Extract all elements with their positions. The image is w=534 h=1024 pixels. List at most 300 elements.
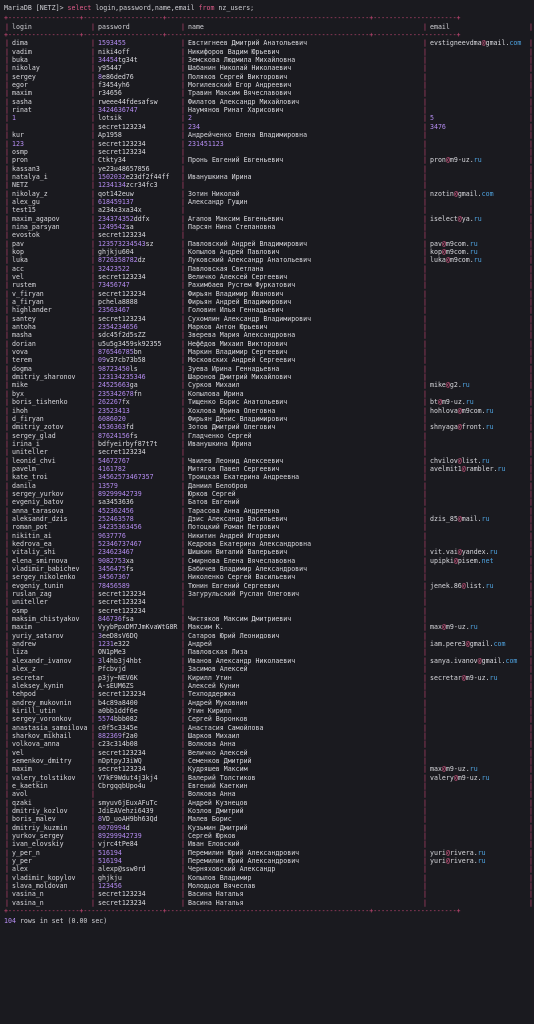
table-row: | slava_moldovan | 123456 | Молодцов Вячеслав | | bbox=[5, 882, 533, 891]
login-cell: sergey bbox=[12, 72, 36, 81]
login-cell: alex_gu bbox=[12, 197, 40, 206]
name-cell: Зотин Николай bbox=[188, 189, 240, 198]
password-cell bbox=[96, 790, 180, 798]
email-cell bbox=[428, 315, 528, 323]
email-cell bbox=[428, 98, 528, 106]
login-cell: ihoh bbox=[12, 406, 28, 415]
login-cell: sergey_glad bbox=[12, 431, 56, 440]
table-row: | vasina_n | secret123234 | Васина Наталья | | bbox=[5, 890, 533, 899]
name-cell: Поляков Сергей Викторович bbox=[188, 72, 288, 81]
password-cell: ON1pMe3 bbox=[98, 648, 126, 657]
login-cell: andrew bbox=[12, 640, 36, 649]
login-cell: aleksey_kynin bbox=[12, 681, 64, 690]
email-cell bbox=[428, 181, 528, 189]
login-cell: leonid_chvi bbox=[12, 456, 56, 465]
email-cell bbox=[428, 832, 528, 840]
password-cell: 24525663ga bbox=[98, 381, 138, 390]
login-cell: valery_tolstikov bbox=[12, 773, 76, 782]
email-cell bbox=[428, 432, 528, 440]
login-cell: 123 bbox=[12, 139, 24, 148]
email-cell bbox=[428, 782, 528, 790]
email-cell bbox=[428, 265, 528, 273]
name-cell: Андрей Муковнин bbox=[188, 698, 248, 707]
login-cell: osmp bbox=[12, 147, 28, 156]
email-cell bbox=[428, 648, 528, 656]
table-row: | nikolay | y95447 | Шабанин Николай Николаевич | | bbox=[5, 64, 533, 73]
email-cell bbox=[428, 682, 528, 690]
name-cell: Пронь Евгений Евгеньевич bbox=[188, 156, 284, 165]
login-cell: volkova_anna bbox=[12, 740, 60, 749]
name-cell: Черняховский Александр bbox=[188, 865, 276, 874]
login-cell: kop bbox=[12, 247, 24, 256]
table-row: | maxim | secret123234 | Кудряшев Максим | max@m9-uz.ru | bbox=[5, 765, 533, 774]
password-cell: JdiEAVehzi6439 bbox=[98, 807, 154, 815]
email-cell bbox=[428, 273, 528, 281]
header-name: name bbox=[188, 22, 204, 31]
name-cell: Павловский Андрей Владимирович bbox=[188, 239, 308, 248]
login-cell: ivan_elovskiy bbox=[12, 840, 64, 849]
login-cell: dmitriy_kuzmin bbox=[12, 823, 68, 832]
name-cell: Даниил Белобров bbox=[188, 481, 248, 490]
email-cell: evstigneevdma@gmail.com bbox=[430, 39, 522, 48]
table-row: | volkova_anna | c23c314b08 | Волкова Анна | | bbox=[5, 740, 533, 749]
name-cell: Тарасова Анна Андреевна bbox=[188, 506, 280, 515]
table-row: | yuriy_satarov | 3eeD8sV6DQ | Сатаров Юрий Леонидович | | bbox=[5, 631, 533, 640]
query-columns: login,password,name,email bbox=[91, 4, 199, 12]
name-cell: Зотов Дмитрий Олегович bbox=[188, 423, 276, 432]
email-cell: jenek.86@list.ru bbox=[430, 581, 494, 590]
name-cell: Парсян Нина Степановна bbox=[188, 222, 276, 231]
login-cell: sergey_voronkov bbox=[12, 715, 72, 724]
table-row: | avol | | Волкова Анна | | bbox=[5, 790, 533, 799]
name-cell bbox=[186, 598, 422, 606]
table-row: | 1 | lotsik | 2 | 5 | bbox=[5, 114, 533, 123]
table-row: | dmitriy_zotov | 4536363fd | Зотов Дмитрий Олегович | shnyaga@front.ru | bbox=[5, 423, 533, 432]
password-cell: A-sEUM6ZS bbox=[98, 681, 134, 690]
email-cell: vit.vai@yandex.ru bbox=[430, 548, 498, 557]
login-cell: pav bbox=[12, 239, 24, 248]
login-cell: egor bbox=[12, 81, 28, 90]
email-cell bbox=[428, 690, 528, 698]
name-cell: Васина Наталья bbox=[188, 898, 244, 907]
password-cell: 13579 bbox=[98, 481, 118, 490]
login-cell: dogma bbox=[12, 364, 32, 373]
email-cell bbox=[428, 298, 528, 306]
password-cell: 73456747 bbox=[98, 281, 130, 290]
password-cell: f3454yh6 bbox=[98, 81, 130, 90]
login-cell: highlander bbox=[12, 306, 52, 315]
login-cell: dmitriy_sharonov bbox=[12, 373, 76, 382]
password-cell: 34454tg34t bbox=[98, 56, 138, 65]
login-cell: maxim bbox=[12, 89, 32, 98]
email-cell: mike@g2.ru bbox=[430, 381, 470, 390]
login-cell: rinat bbox=[12, 106, 32, 115]
email-cell: sanya.ivanov@gmail.com bbox=[430, 656, 518, 665]
login-cell: e_kaetkin bbox=[12, 781, 48, 790]
password-cell: 234623467 bbox=[98, 548, 134, 557]
login-cell: alexandr_ivanov bbox=[12, 656, 72, 665]
table-row: | kur | Ap1958 | Андрейченко Елена Владимировна | | bbox=[5, 131, 533, 140]
login-cell: acc bbox=[12, 264, 24, 273]
password-cell: bdfyeirbyf87t7t bbox=[98, 439, 158, 448]
table-row: | pav | 123573234543sz | Павловский Андрей Владимирович | pav@m9com.ru | bbox=[5, 239, 533, 248]
password-cell: 876546785bn bbox=[98, 348, 142, 357]
login-cell: nikitin_ai bbox=[12, 531, 52, 540]
table-header-border: +------------------+--------------------+---------------------------------------------------+---------------------+ bbox=[4, 31, 461, 40]
password-cell: c23c314b08 bbox=[98, 740, 138, 749]
table-row: | highlander | 23563467 | Головин Илья Геннадьевич | | bbox=[5, 306, 533, 315]
table-row: | pavelm | 4161782 | Митягов Павел Сергеевич | avelmit1@rambler.ru | bbox=[5, 464, 533, 473]
login-cell: pavelm bbox=[12, 464, 36, 473]
email-cell: pav@m9com.ru bbox=[430, 239, 478, 248]
name-cell: Маркин Владимир Сергеевич bbox=[188, 348, 288, 357]
password-cell: 98723450ls bbox=[98, 364, 138, 373]
password-cell: 452362456 bbox=[98, 506, 134, 515]
table-row: | maxim | VyybPpxDM7JmKvaWtG8R | Максим К. | max@m9-uz.ru | bbox=[5, 623, 533, 632]
email-cell bbox=[428, 573, 528, 581]
password-cell: 89299942739 bbox=[98, 832, 142, 841]
name-cell: Павловская Лиза bbox=[188, 648, 248, 657]
email-cell bbox=[428, 615, 528, 623]
login-cell: avol bbox=[12, 790, 28, 799]
password-cell: secret123234 bbox=[98, 314, 146, 323]
password-cell: 1231e322 bbox=[98, 640, 130, 649]
login-cell: kedrova_ea bbox=[12, 540, 52, 548]
login-cell: vova bbox=[12, 348, 28, 357]
login-cell: qzaki bbox=[12, 798, 32, 807]
name-cell: Копылов Владимир bbox=[188, 873, 252, 882]
password-cell: 252463578 bbox=[98, 514, 134, 523]
password-cell: secret123234 bbox=[98, 898, 146, 907]
email-cell bbox=[428, 89, 528, 97]
email-cell bbox=[428, 715, 528, 723]
email-cell bbox=[428, 290, 528, 298]
login-cell: d_firyan bbox=[12, 414, 44, 423]
table-row: | boris_tishenko | 262267fx | Тищенко Борис Анатольевич | bt@m9-uz.ru | bbox=[5, 398, 533, 407]
name-cell: Филатов Александр Михайлович bbox=[188, 97, 300, 106]
name-cell: Батов Евгений bbox=[188, 498, 240, 507]
email-cell bbox=[428, 106, 528, 114]
password-cell: secret123234 bbox=[98, 748, 146, 757]
login-cell: antoha bbox=[12, 323, 36, 332]
login-cell: pron bbox=[12, 156, 28, 165]
login-cell: y_per bbox=[12, 857, 32, 866]
password-cell: 262267fx bbox=[98, 398, 130, 407]
table-row: | leonid_chvi | 54672767 | Чвилев Леонид Алексеевич | chvilov@list.ru | bbox=[5, 456, 533, 465]
password-cell: y95447 bbox=[98, 64, 122, 73]
email-cell bbox=[428, 824, 528, 832]
login-cell: vitaliy_shi bbox=[12, 548, 56, 557]
name-cell: Травин Максим Вячеславович bbox=[188, 89, 292, 98]
email-cell: upipki@pisem.net bbox=[430, 556, 494, 565]
name-cell: Зверева Мария Александровна bbox=[188, 331, 296, 340]
login-cell: vel bbox=[12, 273, 24, 281]
login-cell: uniteller bbox=[12, 598, 48, 607]
login-cell: mike bbox=[12, 381, 28, 390]
email-cell bbox=[428, 131, 528, 139]
table-row: | evgeniy_tunin | 78456589 | Тюнин Евгений Сергеевич | jenek.86@list.ru | bbox=[5, 581, 533, 590]
table-row: | nikolay_z | qot142euw | Зотин Николай | nzotin@gmail.com | bbox=[5, 189, 533, 198]
password-cell: Ap1958 bbox=[98, 131, 122, 140]
table-row: | sergey_glad | 87624156fs | Гладченко Сергей | | bbox=[5, 431, 533, 440]
name-cell bbox=[186, 448, 422, 456]
login-cell: sergey_nikolenko bbox=[12, 573, 76, 582]
email-cell bbox=[428, 223, 528, 231]
password-cell: 0070994d bbox=[98, 823, 130, 832]
login-cell: vladimir_babichev bbox=[12, 565, 80, 574]
email-cell bbox=[428, 448, 528, 456]
email-cell: 3476 bbox=[430, 122, 446, 131]
password-cell: secret123234 bbox=[98, 289, 146, 298]
email-cell bbox=[428, 306, 528, 314]
email-cell bbox=[428, 415, 528, 423]
password-cell: p3jy~NEV6K bbox=[98, 673, 138, 682]
password-cell: secret123234 bbox=[98, 690, 146, 699]
table-row: | rustem | 73456747 | Рахимбаев Рустем Фуркатович | | bbox=[5, 281, 533, 290]
table-row: | pron | Ctkty34 | Пронь Евгений Евгеньевич | pron@m9-uz.ru | bbox=[5, 156, 533, 165]
login-cell: vasina_n bbox=[12, 898, 44, 907]
table-row: | a_firyan | pchela8888 | Фирьян Андрей Владимирович | | bbox=[5, 298, 533, 307]
login-cell: vladimir_kopylov bbox=[12, 873, 76, 882]
email-cell bbox=[428, 348, 528, 356]
email-cell bbox=[428, 323, 528, 331]
email-cell bbox=[428, 490, 528, 498]
table-row: | evostok | secret123234 | | | bbox=[5, 231, 533, 240]
password-cell: alexp@ssw0rd bbox=[98, 865, 146, 874]
table-row: | alex_gu | 618459137 | Александр Гущин | | bbox=[5, 197, 533, 206]
name-cell bbox=[186, 206, 422, 214]
name-cell: Козлов Дмитрий bbox=[188, 807, 244, 815]
email-cell bbox=[428, 356, 528, 364]
email-cell bbox=[428, 757, 528, 765]
table-row: | 123 | secret123234 | 231451123 | | bbox=[5, 139, 533, 148]
name-cell: Фирьян Денис Владимирович bbox=[188, 414, 288, 423]
password-cell: 78456589 bbox=[98, 581, 130, 590]
email-cell: nzotin@gmail.com bbox=[430, 189, 494, 198]
login-cell: kirill_utin bbox=[12, 706, 56, 715]
email-cell: avelmit1@rambler.ru bbox=[430, 464, 506, 473]
table-row: | test15 | a234x3xa34x | | | bbox=[5, 206, 533, 215]
password-cell: 9082753xa bbox=[98, 556, 134, 565]
email-cell bbox=[428, 699, 528, 707]
name-cell: Фирьян Андрей Владимирович bbox=[188, 298, 292, 307]
name-cell: Семенков Дмитрий bbox=[188, 756, 252, 765]
name-cell: Величко Алексей Сергеевич bbox=[188, 273, 288, 281]
password-cell: c0f5c3345e bbox=[98, 723, 138, 732]
table-row: | secretar | p3jy~NEV6K | Кирилл Утин | secretar@m9-uz.ru | bbox=[5, 673, 533, 682]
table-row: | dmitriy_kuzmin | 0070994d | Кузьмин Дмитрий | | bbox=[5, 823, 533, 832]
email-cell: chvilov@list.ru bbox=[430, 456, 490, 465]
password-cell: a0bb1ddf6e bbox=[98, 706, 138, 715]
password-cell: lotsik bbox=[98, 114, 122, 123]
name-cell: Техподдержка bbox=[188, 690, 236, 699]
name-cell: Сергей Воронков bbox=[188, 715, 248, 724]
login-cell: secretar bbox=[12, 673, 44, 682]
email-cell bbox=[428, 807, 528, 815]
password-cell: secret123234 bbox=[98, 598, 146, 607]
table-row: | byx | 235342678fn | Копылова Ирина | | bbox=[5, 389, 533, 398]
table-row: | alex_z | Pfcbvjd | Засимов Алексей | | bbox=[5, 665, 533, 674]
login-cell: nikolay bbox=[12, 64, 40, 73]
email-cell bbox=[428, 73, 528, 81]
name-cell: Шаронов Дмитрий Михайлович bbox=[188, 373, 292, 382]
table-row: | buka | 34454tg34t | Земскова Людмила Михайловна | | bbox=[5, 56, 533, 65]
email-cell bbox=[428, 732, 528, 740]
email-cell bbox=[428, 56, 528, 64]
password-cell: 882369f2a0 bbox=[98, 731, 138, 740]
password-cell: 4536363fd bbox=[98, 423, 134, 432]
password-cell: 87624156fs bbox=[98, 431, 138, 440]
name-cell: Васина Наталья bbox=[188, 890, 244, 899]
email-cell: iselect@ya.ru bbox=[430, 214, 482, 223]
email-cell bbox=[428, 874, 528, 882]
name-cell: Московских Андрей Сергеевич bbox=[188, 356, 296, 365]
login-cell: semenkov_dmitry bbox=[12, 756, 72, 765]
name-cell: 234 bbox=[188, 122, 200, 131]
password-cell: 34567367 bbox=[98, 573, 130, 582]
password-cell: 1593455 bbox=[98, 39, 126, 48]
login-cell bbox=[10, 123, 90, 131]
login-cell: slava_moldovan bbox=[12, 882, 68, 891]
table-row: | dmitriy_sharonov | 123134235346 | Шаронов Дмитрий Михайлович | | bbox=[5, 373, 533, 382]
email-cell bbox=[428, 498, 528, 506]
password-cell: a234x3xa34x bbox=[98, 206, 142, 215]
table-row: | nina_parsyan | 1249542sa | Парсян Нина Степановна | | bbox=[5, 222, 533, 231]
email-cell bbox=[428, 899, 528, 907]
table-row: | natalya_i | 1502032e23df2f44ff | Иванушкина Ирина | | bbox=[5, 172, 533, 181]
email-cell bbox=[428, 440, 528, 448]
table-row: | uniteller | secret123234 | | | bbox=[5, 598, 533, 607]
password-cell: 4161782 bbox=[98, 464, 126, 473]
name-cell: Гладченко Сергей bbox=[188, 431, 252, 440]
name-cell: Андрей Кузнецов bbox=[188, 798, 248, 807]
password-cell: smyuv6jEuxAFuTc bbox=[98, 798, 158, 807]
password-cell: 23523413 bbox=[98, 406, 130, 415]
email-cell bbox=[428, 64, 528, 72]
password-cell: 235342678fn bbox=[98, 389, 142, 398]
login-cell: masha bbox=[12, 331, 32, 340]
login-cell: maksim_chistyakov bbox=[12, 615, 80, 624]
table-row: | v_firyan | secret123234 | Фирьян Владимир Иванович | | bbox=[5, 289, 533, 298]
login-cell: andrey_mukovnin bbox=[12, 698, 72, 707]
name-cell: Андрейченко Елена Владимировна bbox=[188, 131, 308, 140]
email-cell bbox=[428, 590, 528, 598]
name-cell: Агапов Максим Евгеньевич bbox=[188, 214, 284, 223]
password-cell: pchela8888 bbox=[98, 298, 138, 307]
password-cell: vjrc4tPe84 bbox=[98, 840, 138, 849]
password-cell: b4c89a8400 bbox=[98, 698, 138, 707]
name-cell: Молодцов Вячеслав bbox=[188, 882, 256, 891]
table-row: | osmp | secret123234 | | | bbox=[5, 147, 533, 156]
email-cell: max@m9-uz.ru bbox=[430, 623, 478, 632]
password-cell: VyybPpxDM7JmKvaWtG8R bbox=[98, 623, 178, 632]
table-row: | terem | 09v37cb73b58 | Московских Андрей Сергеевич | | bbox=[5, 356, 533, 365]
name-cell: Николенко Сергей Васильевич bbox=[188, 573, 296, 582]
email-cell bbox=[428, 532, 528, 540]
email-cell bbox=[428, 749, 528, 757]
email-cell: pron@m9-uz.ru bbox=[430, 156, 482, 165]
name-cell: Волкова Анна bbox=[188, 790, 236, 799]
table-row: | vel | secret123234 | Величко Алексей Сергеевич | | bbox=[5, 273, 533, 281]
table-row: | maxim_agapov | 234374352ddfx | Агапов Максим Евгеньевич | iselect@ya.ru | bbox=[5, 214, 533, 223]
name-cell: Сатаров Юрий Леонидович bbox=[188, 631, 280, 640]
password-cell: Pfcbvjd bbox=[98, 665, 126, 674]
table-row: | sergey_voronkov | 5574bbb082 | Сергей Воронков | | bbox=[5, 715, 533, 724]
table-row: | evgeniy_batov | sa3453636 | Батов Евгений | | bbox=[5, 498, 533, 507]
name-cell: Засимов Алексей bbox=[188, 665, 248, 674]
password-cell: 3eeD8sV6DQ bbox=[98, 631, 138, 640]
name-cell: Александр Гущин bbox=[188, 197, 248, 206]
login-cell: NETZ bbox=[12, 181, 28, 190]
password-cell: 2354234656 bbox=[98, 323, 138, 332]
password-cell: secret123234 bbox=[98, 139, 146, 148]
login-cell: buka bbox=[12, 56, 28, 65]
table-row: | qzaki | smyuv6jEuxAFuTc | Андрей Кузнецов | | bbox=[5, 798, 533, 807]
table-row: | egor | f3454yh6 | Могилевский Егор Андреевич | | bbox=[5, 81, 533, 90]
login-cell: test15 bbox=[12, 206, 36, 215]
password-cell: CbrgqqbUpo4u bbox=[98, 781, 146, 790]
email-cell bbox=[428, 140, 528, 148]
name-cell: Чвилев Леонид Алексеевич bbox=[188, 456, 284, 465]
email-cell bbox=[428, 281, 528, 289]
email-cell bbox=[428, 173, 528, 181]
table-row: | aleksandr_dzis | 252463578 | Дзис Александр Васильевич | dzis_85@mail.ru | bbox=[5, 514, 533, 523]
password-cell: 8e86ded76 bbox=[98, 72, 134, 81]
header-login: login bbox=[12, 22, 32, 31]
name-cell: Перемилин Юрий Александрович bbox=[188, 848, 300, 857]
table-row: | dogma | 98723450ls | Зуева Ирина Геннадьевна | | bbox=[5, 364, 533, 373]
table-row: | osmp | secret123234 | | | bbox=[5, 606, 533, 615]
name-cell: Бабичев Владимир Александрович bbox=[188, 565, 308, 574]
password-cell: u5u5g3459sk92355 bbox=[98, 339, 162, 348]
name-cell: Смирнова Елена Вячеславовна bbox=[188, 556, 296, 565]
login-cell: boris_malev bbox=[12, 815, 56, 824]
email-cell: hohlova@m9com.ru bbox=[430, 406, 494, 415]
password-cell: sa3453636 bbox=[98, 498, 134, 507]
name-cell: Чистяков Максим Дмитриевич bbox=[188, 615, 292, 624]
header-email: email bbox=[430, 22, 450, 31]
name-cell: Кузьмин Дмитрий bbox=[188, 823, 248, 832]
password-cell: 123134235346 bbox=[98, 373, 146, 382]
name-cell: Троицкая Екатерина Андреевна bbox=[188, 473, 300, 482]
email-cell bbox=[428, 365, 528, 373]
login-cell: vadim bbox=[12, 47, 32, 56]
login-cell: roman_pot bbox=[12, 523, 48, 532]
login-cell: dorian bbox=[12, 339, 36, 348]
login-cell: anna_tarasova bbox=[12, 506, 64, 515]
login-cell: aleksandr_dzis bbox=[12, 514, 68, 523]
table-row: | valery_tolstikov | V7kF9Wdut4j3kj4 | Валерий Толстиков | valery@m9-uz.ru | bbox=[5, 773, 533, 782]
table-row: | kirill_utin | a0bb1ddf6e | Утин Кирилл | | bbox=[5, 706, 533, 715]
login-cell: dima bbox=[12, 39, 28, 48]
email-cell bbox=[428, 565, 528, 573]
name-cell: Наумянов Ринат Харисович bbox=[188, 106, 284, 115]
name-cell: Иван Еловский bbox=[188, 840, 240, 849]
login-cell: anastasia_samoilova bbox=[12, 723, 88, 732]
login-cell: terem bbox=[12, 356, 32, 365]
name-cell: Нефёдов Михаил Викторович bbox=[188, 339, 288, 348]
password-cell: rweee44fdesafsw bbox=[98, 97, 158, 106]
email-cell bbox=[428, 373, 528, 381]
email-cell bbox=[428, 231, 528, 239]
table-row: | kate_troi | 34562573467357 | Троицкая Екатерина Андреевна | | bbox=[5, 473, 533, 482]
name-cell: Копылов Андрей Павлович bbox=[188, 247, 280, 256]
password-cell: r34656 bbox=[98, 89, 122, 98]
keyword-from: from bbox=[198, 4, 215, 12]
login-cell: boris_tishenko bbox=[12, 398, 68, 407]
password-cell: secret123234 bbox=[98, 122, 146, 131]
table-row: | vitaliy_shi | 234623467 | Шишкин Виталий Валерьевич | vit.vai@yandex.ru | bbox=[5, 548, 533, 557]
